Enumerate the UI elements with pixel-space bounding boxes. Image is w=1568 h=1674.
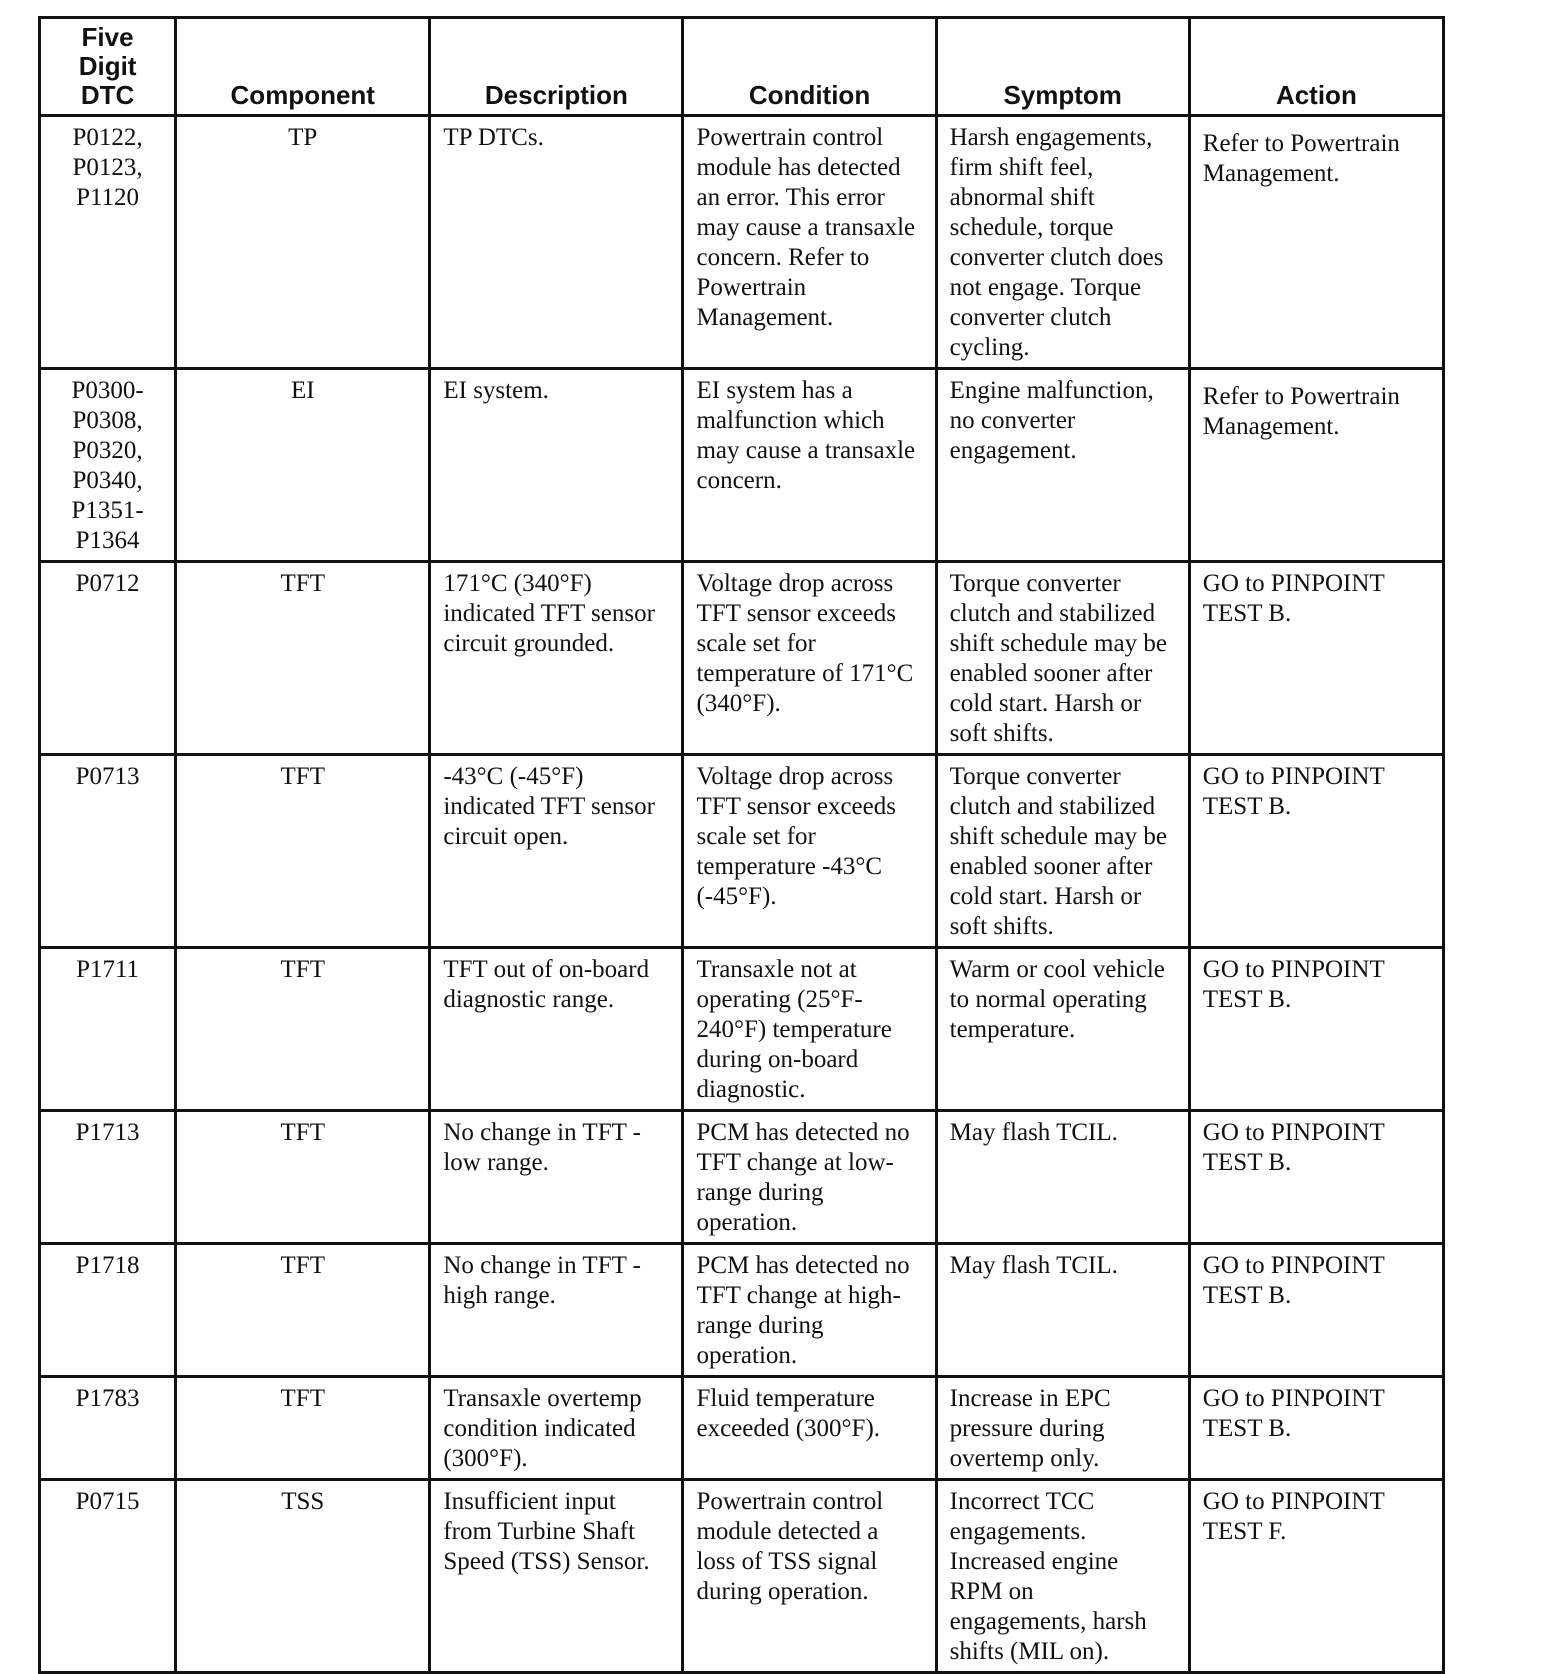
- action-cell: GO to PINPOINT TEST F.: [1189, 1480, 1443, 1673]
- component-cell: EI: [176, 369, 430, 562]
- symptom-cell: Harsh engagements, firm shift feel, abnormal shift schedule, torque converter clutch does not engage. Torque converter clutch cycling.: [936, 116, 1189, 369]
- action-cell: GO to PINPOINT TEST B.: [1189, 755, 1443, 948]
- dtc-cell: P1718: [40, 1244, 176, 1377]
- symptom-cell: May flash TCIL.: [936, 1244, 1189, 1377]
- dtc-cell: P0300-P0308, P0320, P0340, P1351-P1364: [40, 369, 176, 562]
- symptom-cell: Warm or cool vehicle to normal operating temperature.: [936, 948, 1189, 1111]
- description-cell: Insufficient input from Turbine Shaft Speed (TSS) Sensor.: [430, 1480, 683, 1673]
- action-cell: GO to PINPOINT TEST B.: [1189, 948, 1443, 1111]
- condition-cell: Transaxle not at operating (25°F-240°F) temperature during on-board diagnostic.: [683, 948, 936, 1111]
- condition-cell: EI system has a malfunction which may cause a transaxle concern.: [683, 369, 936, 562]
- description-cell: 171°C (340°F) indicated TFT sensor circuit grounded.: [430, 562, 683, 755]
- dtc-cell: P1783: [40, 1377, 176, 1480]
- header-row: [40, 18, 1444, 116]
- component-cell: TFT: [176, 755, 430, 948]
- symptom-cell: Torque converter clutch and stabilized shift schedule may be enabled sooner after cold start. Harsh or soft shifts.: [936, 562, 1189, 755]
- table-row: [40, 369, 1444, 562]
- component-cell: TFT: [176, 1244, 430, 1377]
- dtc-cell: P0713: [40, 755, 176, 948]
- header-component: Component: [176, 18, 430, 116]
- action-cell: GO to PINPOINT TEST B.: [1189, 1244, 1443, 1377]
- component-cell: TFT: [176, 562, 430, 755]
- condition-cell: Fluid temperature exceeded (300°F).: [683, 1377, 936, 1480]
- condition-cell: Voltage drop across TFT sensor exceeds scale set for temperature -43°C (-45°F).: [683, 755, 936, 948]
- condition-cell: Powertrain control module detected a loss of TSS signal during operation.: [683, 1480, 936, 1673]
- table-row: [40, 1111, 1444, 1244]
- table-row: [40, 948, 1444, 1111]
- component-cell: TFT: [176, 1111, 430, 1244]
- table-row: [40, 755, 1444, 948]
- component-cell: TFT: [176, 948, 430, 1111]
- action-cell: Refer to Powertrain Management.: [1189, 116, 1443, 369]
- description-cell: EI system.: [430, 369, 683, 562]
- description-cell: -43°C (-45°F) indicated TFT sensor circuit open.: [430, 755, 683, 948]
- dtc-cell: P0715: [40, 1480, 176, 1673]
- symptom-cell: Torque converter clutch and stabilized shift schedule may be enabled sooner after cold start. Harsh or soft shifts.: [936, 755, 1189, 948]
- table-row: [40, 1244, 1444, 1377]
- header-condition: Condition: [683, 18, 936, 116]
- description-cell: TP DTCs.: [430, 116, 683, 369]
- component-cell: TSS: [176, 1480, 430, 1673]
- action-cell: GO to PINPOINT TEST B.: [1189, 562, 1443, 755]
- dtc-cell: P0122, P0123, P1120: [40, 116, 176, 369]
- description-cell: No change in TFT - low range.: [430, 1111, 683, 1244]
- action-cell: GO to PINPOINT TEST B.: [1189, 1377, 1443, 1480]
- table-row: [40, 1377, 1444, 1480]
- description-cell: No change in TFT - high range.: [430, 1244, 683, 1377]
- symptom-cell: Engine malfunction, no converter engagement.: [936, 369, 1189, 562]
- condition-cell: PCM has detected no TFT change at low-range during operation.: [683, 1111, 936, 1244]
- description-cell: TFT out of on-board diagnostic range.: [430, 948, 683, 1111]
- dtc-table: [38, 16, 1445, 1674]
- table-row: [40, 562, 1444, 755]
- symptom-cell: Increase in EPC pressure during overtemp only.: [936, 1377, 1189, 1480]
- header-description: Description: [430, 18, 683, 116]
- component-cell: TFT: [176, 1377, 430, 1480]
- header-symptom: Symptom: [936, 18, 1189, 116]
- condition-cell: PCM has detected no TFT change at high-range during operation.: [683, 1244, 936, 1377]
- action-cell: Refer to Powertrain Management.: [1189, 369, 1443, 562]
- table-row: [40, 116, 1444, 369]
- header-action: Action: [1189, 18, 1443, 116]
- description-cell: Transaxle overtemp condition indicated (300°F).: [430, 1377, 683, 1480]
- dtc-cell: P0712: [40, 562, 176, 755]
- table-row: [40, 1480, 1444, 1673]
- component-cell: TP: [176, 116, 430, 369]
- condition-cell: Voltage drop across TFT sensor exceeds scale set for temperature of 171°C (340°F).: [683, 562, 936, 755]
- action-cell: GO to PINPOINT TEST B.: [1189, 1111, 1443, 1244]
- condition-cell: Powertrain control module has detected an error. This error may cause a transaxle concern. Refer to Powertrain Management.: [683, 116, 936, 369]
- symptom-cell: May flash TCIL.: [936, 1111, 1189, 1244]
- dtc-cell: P1713: [40, 1111, 176, 1244]
- dtc-cell: P1711: [40, 948, 176, 1111]
- header-dtc: Five Digit DTC: [40, 18, 176, 116]
- symptom-cell: Incorrect TCC engagements. Increased engine RPM on engagements, harsh shifts (MIL on).: [936, 1480, 1189, 1673]
